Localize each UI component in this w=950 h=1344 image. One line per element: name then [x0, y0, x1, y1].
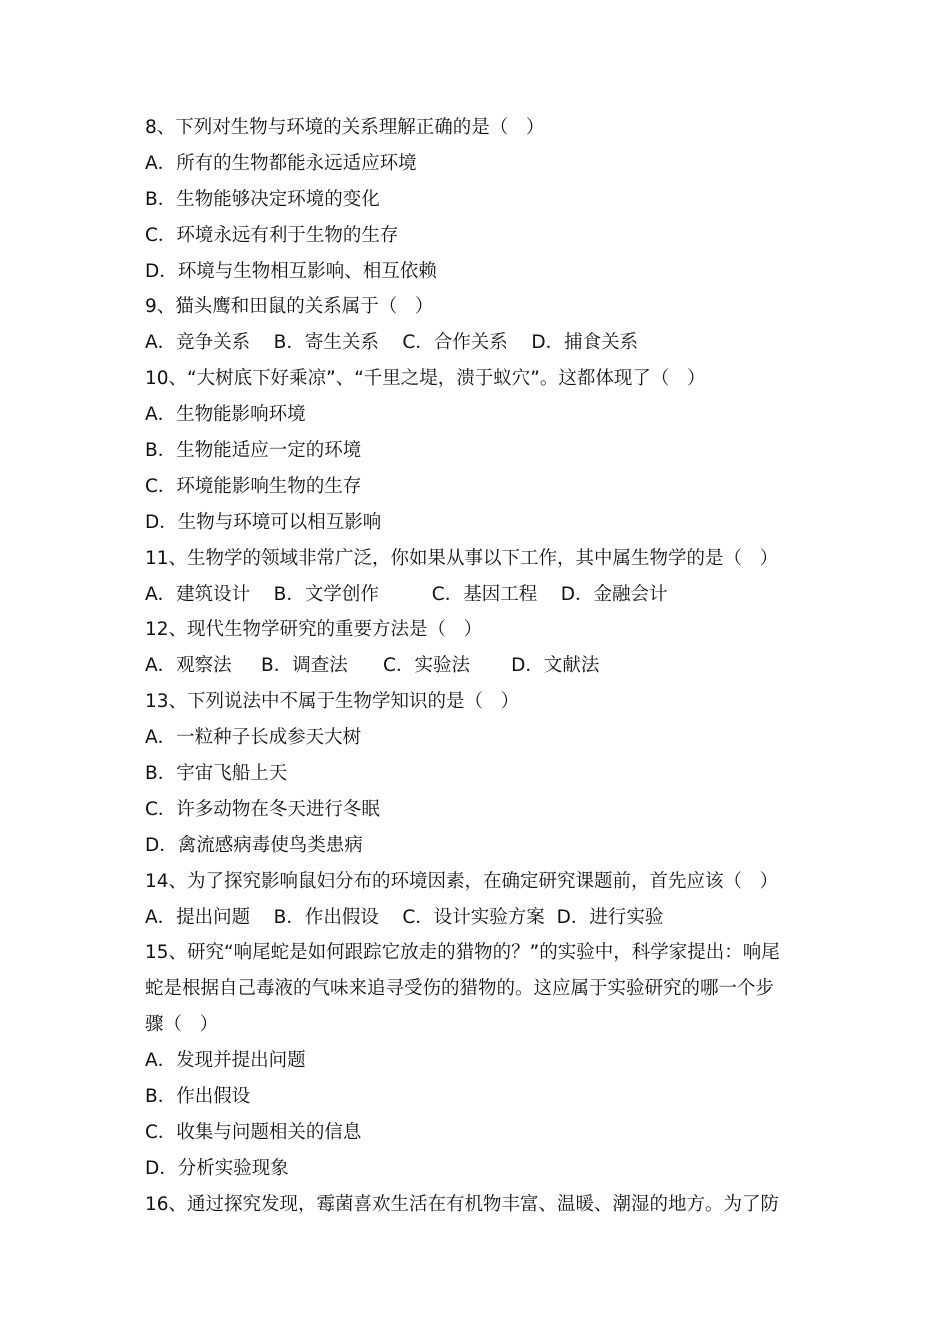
option-8c: C．环境永远有利于生物的生存 — [145, 224, 399, 246]
option-13b: B．宇宙飞船上天 — [145, 763, 288, 785]
option-10c: C．环境能影响生物的生存 — [145, 475, 362, 497]
option-13d: D．禽流感病毒使鸟类患病 — [145, 834, 363, 856]
option-15c: C．收集与问题相关的信息 — [145, 1121, 362, 1143]
option-15a: A．发现并提出问题 — [145, 1050, 306, 1072]
options-9: A．竞争关系 B．寄生关系 C．合作关系 D．捕食关系 — [145, 332, 639, 354]
question-15-line-2: 蛇是根据自己毒液的气味来追寻受伤的猎物的。这应属于实验研究的哪一个步 — [145, 978, 775, 1000]
options-12: A．观察法 B．调查法 C．实验法 D．文献法 — [145, 655, 600, 677]
option-15d: D．分析实验现象 — [145, 1157, 289, 1179]
option-15b: B．作出假设 — [145, 1086, 251, 1108]
option-8d: D．环境与生物相互影响、相互依赖 — [145, 260, 437, 282]
question-13: 13、下列说法中不属于生物学知识的是（ ） — [145, 691, 520, 713]
question-15-line-1: 15、研究“响尾蛇是如何跟踪它放走的猎物的？”的实验中，科学家提出：响尾 — [145, 942, 780, 964]
question-9: 9、猫头鹰和田鼠的关系属于（ ） — [145, 296, 434, 318]
options-11: A．建筑设计 B．文学创作 C．基因工程 D．金融会计 — [145, 583, 668, 605]
option-8b: B．生物能够决定环境的变化 — [145, 188, 380, 210]
question-14: 14、为了探究影响鼠妇分布的环境因素，在确定研究课题前，首先应该（ ） — [145, 870, 779, 892]
options-14: A．提出问题 B．作出假设 C．设计实验方案 D．进行实验 — [145, 906, 664, 928]
question-16-line-1: 16、通过探究发现，霉菌喜欢生活在有机物丰富、温暖、潮湿的地方。为了防 — [145, 1193, 780, 1215]
question-10: 10、“大树底下好乘凉”、“千里之堤，溃于蚁穴”。这都体现了（ ） — [145, 368, 706, 390]
option-10a: A．生物能影响环境 — [145, 404, 306, 426]
question-12: 12、现代生物学研究的重要方法是（ ） — [145, 619, 483, 641]
option-10d: D．生物与环境可以相互影响 — [145, 511, 382, 533]
question-11: 11、生物学的领域非常广泛，你如果从事以下工作，其中属生物学的是（ ） — [145, 547, 779, 569]
option-13c: C．许多动物在冬天进行冬眠 — [145, 798, 380, 820]
option-8a: A．所有的生物都能永远适应环境 — [145, 152, 417, 174]
question-8: 8、下列对生物与环境的关系理解正确的是（ ） — [145, 117, 545, 138]
document-page — [145, 110, 810, 1223]
option-10b: B．生物能适应一定的环境 — [145, 440, 362, 462]
question-15-line-3: 骤（ ） — [145, 1014, 219, 1036]
option-13a: A．一粒种子长成参天大树 — [145, 727, 362, 749]
